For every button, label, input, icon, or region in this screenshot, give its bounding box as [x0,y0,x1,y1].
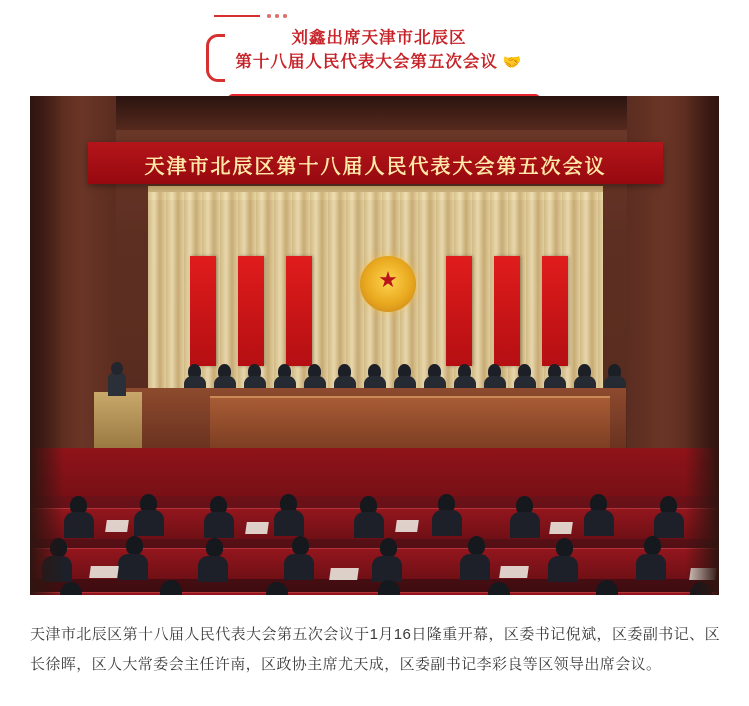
speaker-figure [108,372,126,396]
flag [238,256,264,366]
article-header [0,0,749,76]
photo-scene [30,96,719,595]
article-photo [30,96,719,595]
page-title [214,26,544,75]
title-line-2-row [214,50,544,75]
decoration-line [214,15,260,17]
photo-shadow-right [685,96,719,595]
stage-banner-text: 天津市北辰区第十八届人民代表大会第五次会议 [144,156,607,178]
decoration-dots [267,14,287,18]
title-line-1: 刘鑫出席天津市北辰区 [291,29,467,47]
flag [494,256,520,366]
flag [446,256,472,366]
flag [542,256,568,366]
flag [286,256,312,366]
audience-area [30,496,719,595]
title-line-2: 第十八届人民代表大会第五次会议 [235,53,498,71]
title-bracket-icon [206,34,225,82]
photo-shadow-left [30,96,64,595]
speaker-head [111,362,123,375]
speaker-podium [94,392,142,448]
handshake-icon: 🤝 [502,53,523,71]
title-decoration [214,14,287,18]
auditorium-ceiling [30,96,719,130]
article-caption: 天津市北辰区第十八届人民代表大会第五次会议于1月16日隆重开幕，区委书记倪斌，区委副书记、区长徐晖，区人大常委会主任许南，区政协主席尤天成，区委副书记李彩良等区领导出席会议。 [30,626,720,673]
flag [190,256,216,366]
stage-banner [88,142,663,184]
presidium-desk [210,396,610,450]
national-emblem-icon [360,256,416,312]
